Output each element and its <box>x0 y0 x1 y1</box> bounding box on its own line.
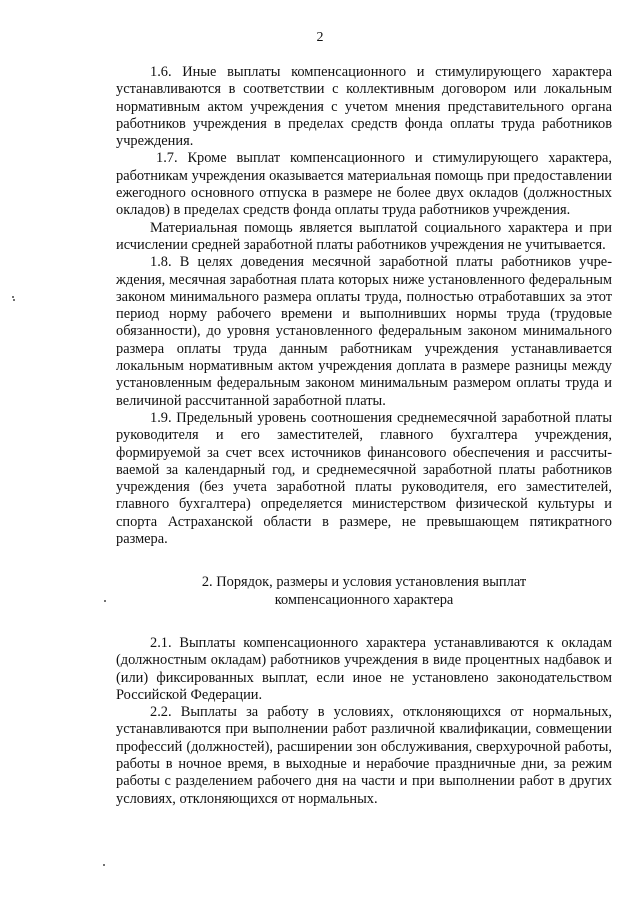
spacer <box>116 548 612 574</box>
spacer <box>116 609 612 635</box>
scan-speck <box>13 299 15 301</box>
document-body <box>116 64 612 808</box>
scan-speck <box>12 296 14 298</box>
section-heading-line-1: 2. Порядок, размеры и условия установления выплат <box>201 574 527 591</box>
paragraph-material-help: Материальная помощь является выплатой социального характера и при исчислении средней заработной платы работников учреждения не учитывается. <box>116 219 612 253</box>
paragraph-1-8: 1.8. В целях доведения месячной заработной платы работников учреждения, месячная заработная плата которых ниже установленного федеральным законом минимального размера оплаты труда, полностью отработавших за этот период норму рабочего времени и выполнивших нормы труда (трудовые обязанности), до уровня установленного федеральным законом минимального размера оплаты труда данным работникам учреждения устанавливается локальным нормативным актом учреждения доплата в размере разницы между установленным федеральным законом минимальным размером оплаты труда и величиной рассчитанной заработной платы. <box>116 254 612 409</box>
paragraph-2-1: 2.1. Выплаты компенсационного характера устанавливаются к окладам (должностным окладам) работников учреждения в виде процентных надбавок и (или) фиксированных выплат, если иное не установлено законодательством Российской Федерации. <box>116 634 612 703</box>
paragraph-1-6: 1.6. Иные выплаты компенсационного и стимулирующего характера устанавливаются в соответствии с коллективным договором или локальным нормативным актом учреждения с учетом мнения представительного органа работников учреждения в пределах средств фонда оплаты труда работников учреждения. <box>116 64 612 150</box>
paragraph-2-2: 2.2. Выплаты за работу в условиях, отклоняющихся от нормальных, устанавливаются при выполнении работ различной квалификации, совмещении профессий (должностей), расширении зон обслуживания, сверхурочной работы, работы в ночное время, в выходные и нерабочие праздничные дни, за режим работы с разделением рабочего дня на части и при выполнении работ в других условиях, отклоняющихся от нормальных. <box>116 704 612 807</box>
scan-speck <box>103 864 105 866</box>
paragraph-1-9: 1.9. Предельный уровень соотношения среднемесячной заработной платы руководителя и его заместителей, главного бухгалтера учреждения, формируемой за счет всех источников финансового обеспечения и рассчитываемой за календарный год, и среднемесячной заработной платы работников учреждения (без учета заработной платы руководителя, его заместителей, главного бухгалтера) определяется министерством физической культуры и спорта Астраханской области в размере, не превышающем пятикратного размера. <box>116 409 612 548</box>
section-heading-line-2: компенсационного характера <box>274 591 454 608</box>
page-number: 2 <box>316 30 324 45</box>
paragraph-1-7: 1.7. Кроме выплат компенсационного и стимулирующего характера, работникам учреждения оказывается материальная помощь при предоставлении ежегодного основного отпуска в размере не более двух окладов (должностных окладов) в пределах средств фонда оплаты труда работников учреждения. <box>116 150 612 219</box>
scan-speck <box>104 600 106 602</box>
